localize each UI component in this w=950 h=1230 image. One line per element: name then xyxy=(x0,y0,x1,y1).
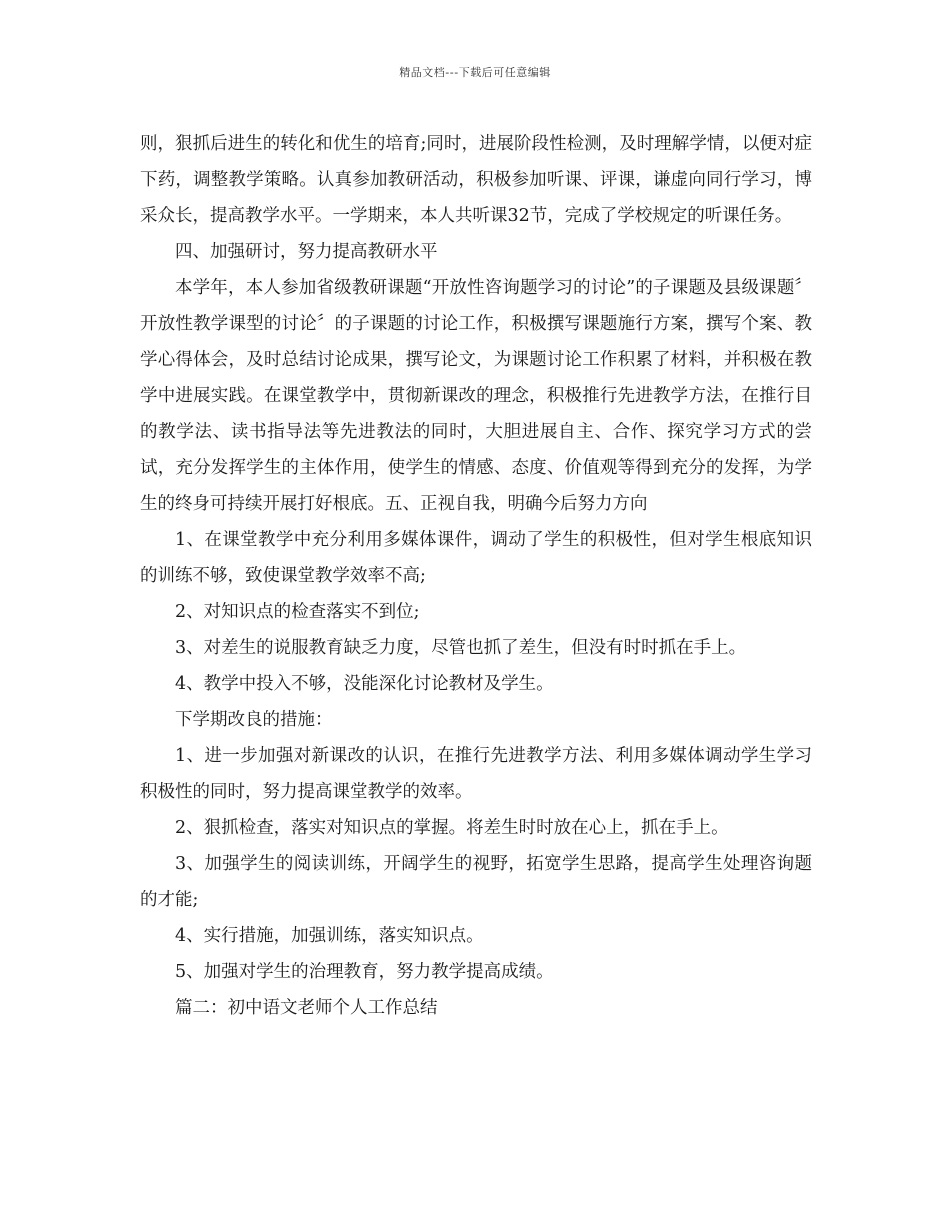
list-item-improvement-1: 1、进一步加强对新课改的认识，在推行先进教学方法、利用多媒体调动学生学习积极性的同时，努力提高课堂教学的效率。 xyxy=(140,746,812,802)
list-item-shortcoming-1: 1、在课堂教学中充分利用多媒体课件，调动了学生的积极性，但对学生根底知识的训练不够，致使课堂教学效率不高; xyxy=(140,530,812,586)
section-heading-research: 四、加强研讨，努力提高教研水平 xyxy=(175,242,438,262)
list-item-shortcoming-4: 4、教学中投入不够，没能深化讨论教材及学生。 xyxy=(175,674,554,694)
page-header: 精品文档---下载后可任意编辑 xyxy=(399,66,551,79)
list-item-shortcoming-2: 2、对知识点的检查落实不到位; xyxy=(175,602,420,622)
paragraph-research: 本学年，本人参加省级教研课题“开放性咨询题学习的讨论”的子课题及县级课题〞开放性教学课型的讨论〞的子课题的讨论工作，积极撰写课题施行方案，撰写个案、教学心得体会，及时总结讨论成果，撰写论文，为课题讨论工作积累了材料，并积极在教学中进展实践。在课堂教学中，贯彻新课改的理念，积极推行先进教学方法，在推行目的教学法、读书指导法等先进教法的同时，大胆进展自主、合作、探究学习方式的尝试，充分发挥学生的主体作用，使学生的情感、态度、价值观等得到充分的发挥，为学生的终身可持续开展打好根底。五、正视自我，明确今后努力方向 xyxy=(140,278,812,514)
document-body xyxy=(140,126,812,1026)
list-item-shortcoming-3: 3、对差生的说服教育缺乏力度，尽管也抓了差生，但没有时时抓在手上。 xyxy=(175,638,747,658)
paragraph-continuation: 则，狠抓后进生的转化和优生的培育;同时，进展阶段性检测，及时理解学情，以便对症下药，调整教学策略。认真参加教研活动，积极参加听课、评课，谦虚向同行学习，博采众长，提高教学水平。一学期来，本人共听课32节，完成了学校规定的听课任务。 xyxy=(140,134,812,226)
list-item-improvement-4: 4、实行措施，加强训练，落实知识点。 xyxy=(175,926,484,946)
list-item-improvement-2: 2、狠抓检查，落实对知识点的掌握。将差生时时放在心上，抓在手上。 xyxy=(175,818,729,838)
section-heading-part-two: 篇二：初中语文老师个人工作总结 xyxy=(175,998,438,1018)
list-item-improvement-5: 5、加强对学生的治理教育，努力教学提高成绩。 xyxy=(175,962,554,982)
section-heading-improvements: 下学期改良的措施： xyxy=(175,710,333,730)
list-item-improvement-3: 3、加强学生的阅读训练，开阔学生的视野，拓宽学生思路，提高学生处理咨询题的才能; xyxy=(140,854,812,910)
